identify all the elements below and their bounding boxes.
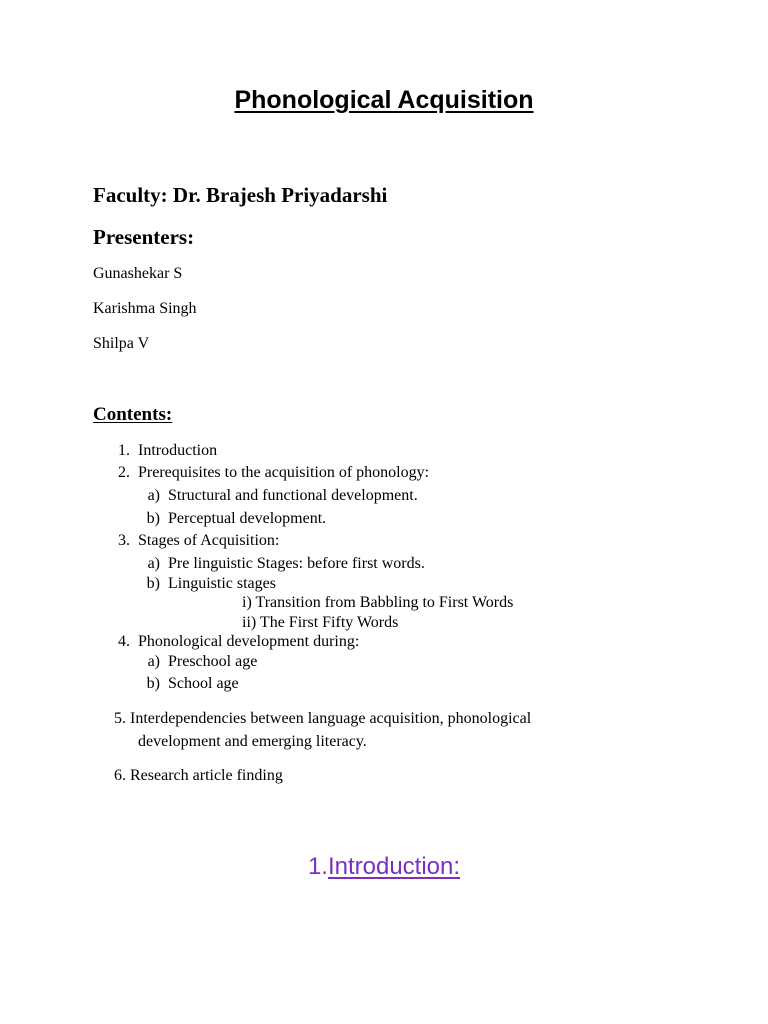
contents-item: 5. Interdependencies between language acquisition, phonological: [114, 710, 532, 727]
subitem-text: Structural and functional development.: [168, 487, 418, 504]
contents-subitem: [144, 555, 425, 573]
subitem-letter: b): [146, 675, 160, 692]
subitem-text: Linguistic stages: [168, 575, 276, 592]
item-text: Stages of Acquisition:: [138, 532, 280, 549]
contents-item: [108, 532, 279, 550]
presenters-heading: Presenters:: [93, 225, 195, 249]
contents-item: [108, 442, 217, 460]
contents-subsubitem: ii) The First Fifty Words: [242, 614, 399, 631]
subitem-text: Pre linguistic Stages: before first words.: [168, 555, 425, 572]
contents-subitem: [144, 675, 239, 693]
presenter-name: Karishma Singh: [93, 300, 197, 317]
item-number: 3.: [118, 532, 130, 549]
subitem-letter: b): [146, 575, 160, 592]
item-number: 2.: [118, 464, 130, 481]
contents-item: [108, 633, 359, 651]
section-number: 1.: [307, 853, 328, 880]
section-heading: [0, 853, 768, 881]
item-text: Phonological development during:: [138, 633, 360, 650]
presenter-name: Gunashekar S: [93, 265, 183, 282]
presenter-name: Shilpa V: [93, 335, 150, 352]
subitem-letter: a): [147, 555, 160, 572]
contents-heading: Contents:: [93, 404, 173, 425]
contents-subsubitem: i) Transition from Babbling to First Words: [242, 594, 514, 611]
item-number: 1.: [118, 442, 130, 459]
subitem-letter: b): [146, 510, 160, 527]
item-number: 4.: [118, 633, 130, 650]
contents-subitem: [144, 575, 276, 593]
faculty-line: Faculty: Dr. Brajesh Priyadarshi: [93, 183, 388, 207]
section-title: Introduction:: [327, 853, 461, 880]
contents-item: [108, 464, 429, 482]
document-title: Phonological Acquisition: [234, 86, 534, 114]
contents-subitem: [144, 487, 418, 505]
subitem-text: Perceptual development.: [168, 510, 327, 527]
contents-item-continuation: development and emerging literacy.: [138, 733, 367, 750]
subitem-letter: a): [147, 487, 160, 504]
subitem-text: School age: [168, 675, 239, 692]
contents-subitem: [144, 510, 326, 528]
contents-subitem: [144, 653, 257, 671]
subitem-letter: a): [147, 653, 160, 670]
item-text: Introduction: [138, 442, 218, 459]
contents-item: 6. Research article finding: [114, 767, 283, 784]
item-text: Prerequisites to the acquisition of phonology:: [138, 464, 430, 481]
subitem-text: Preschool age: [168, 653, 258, 670]
